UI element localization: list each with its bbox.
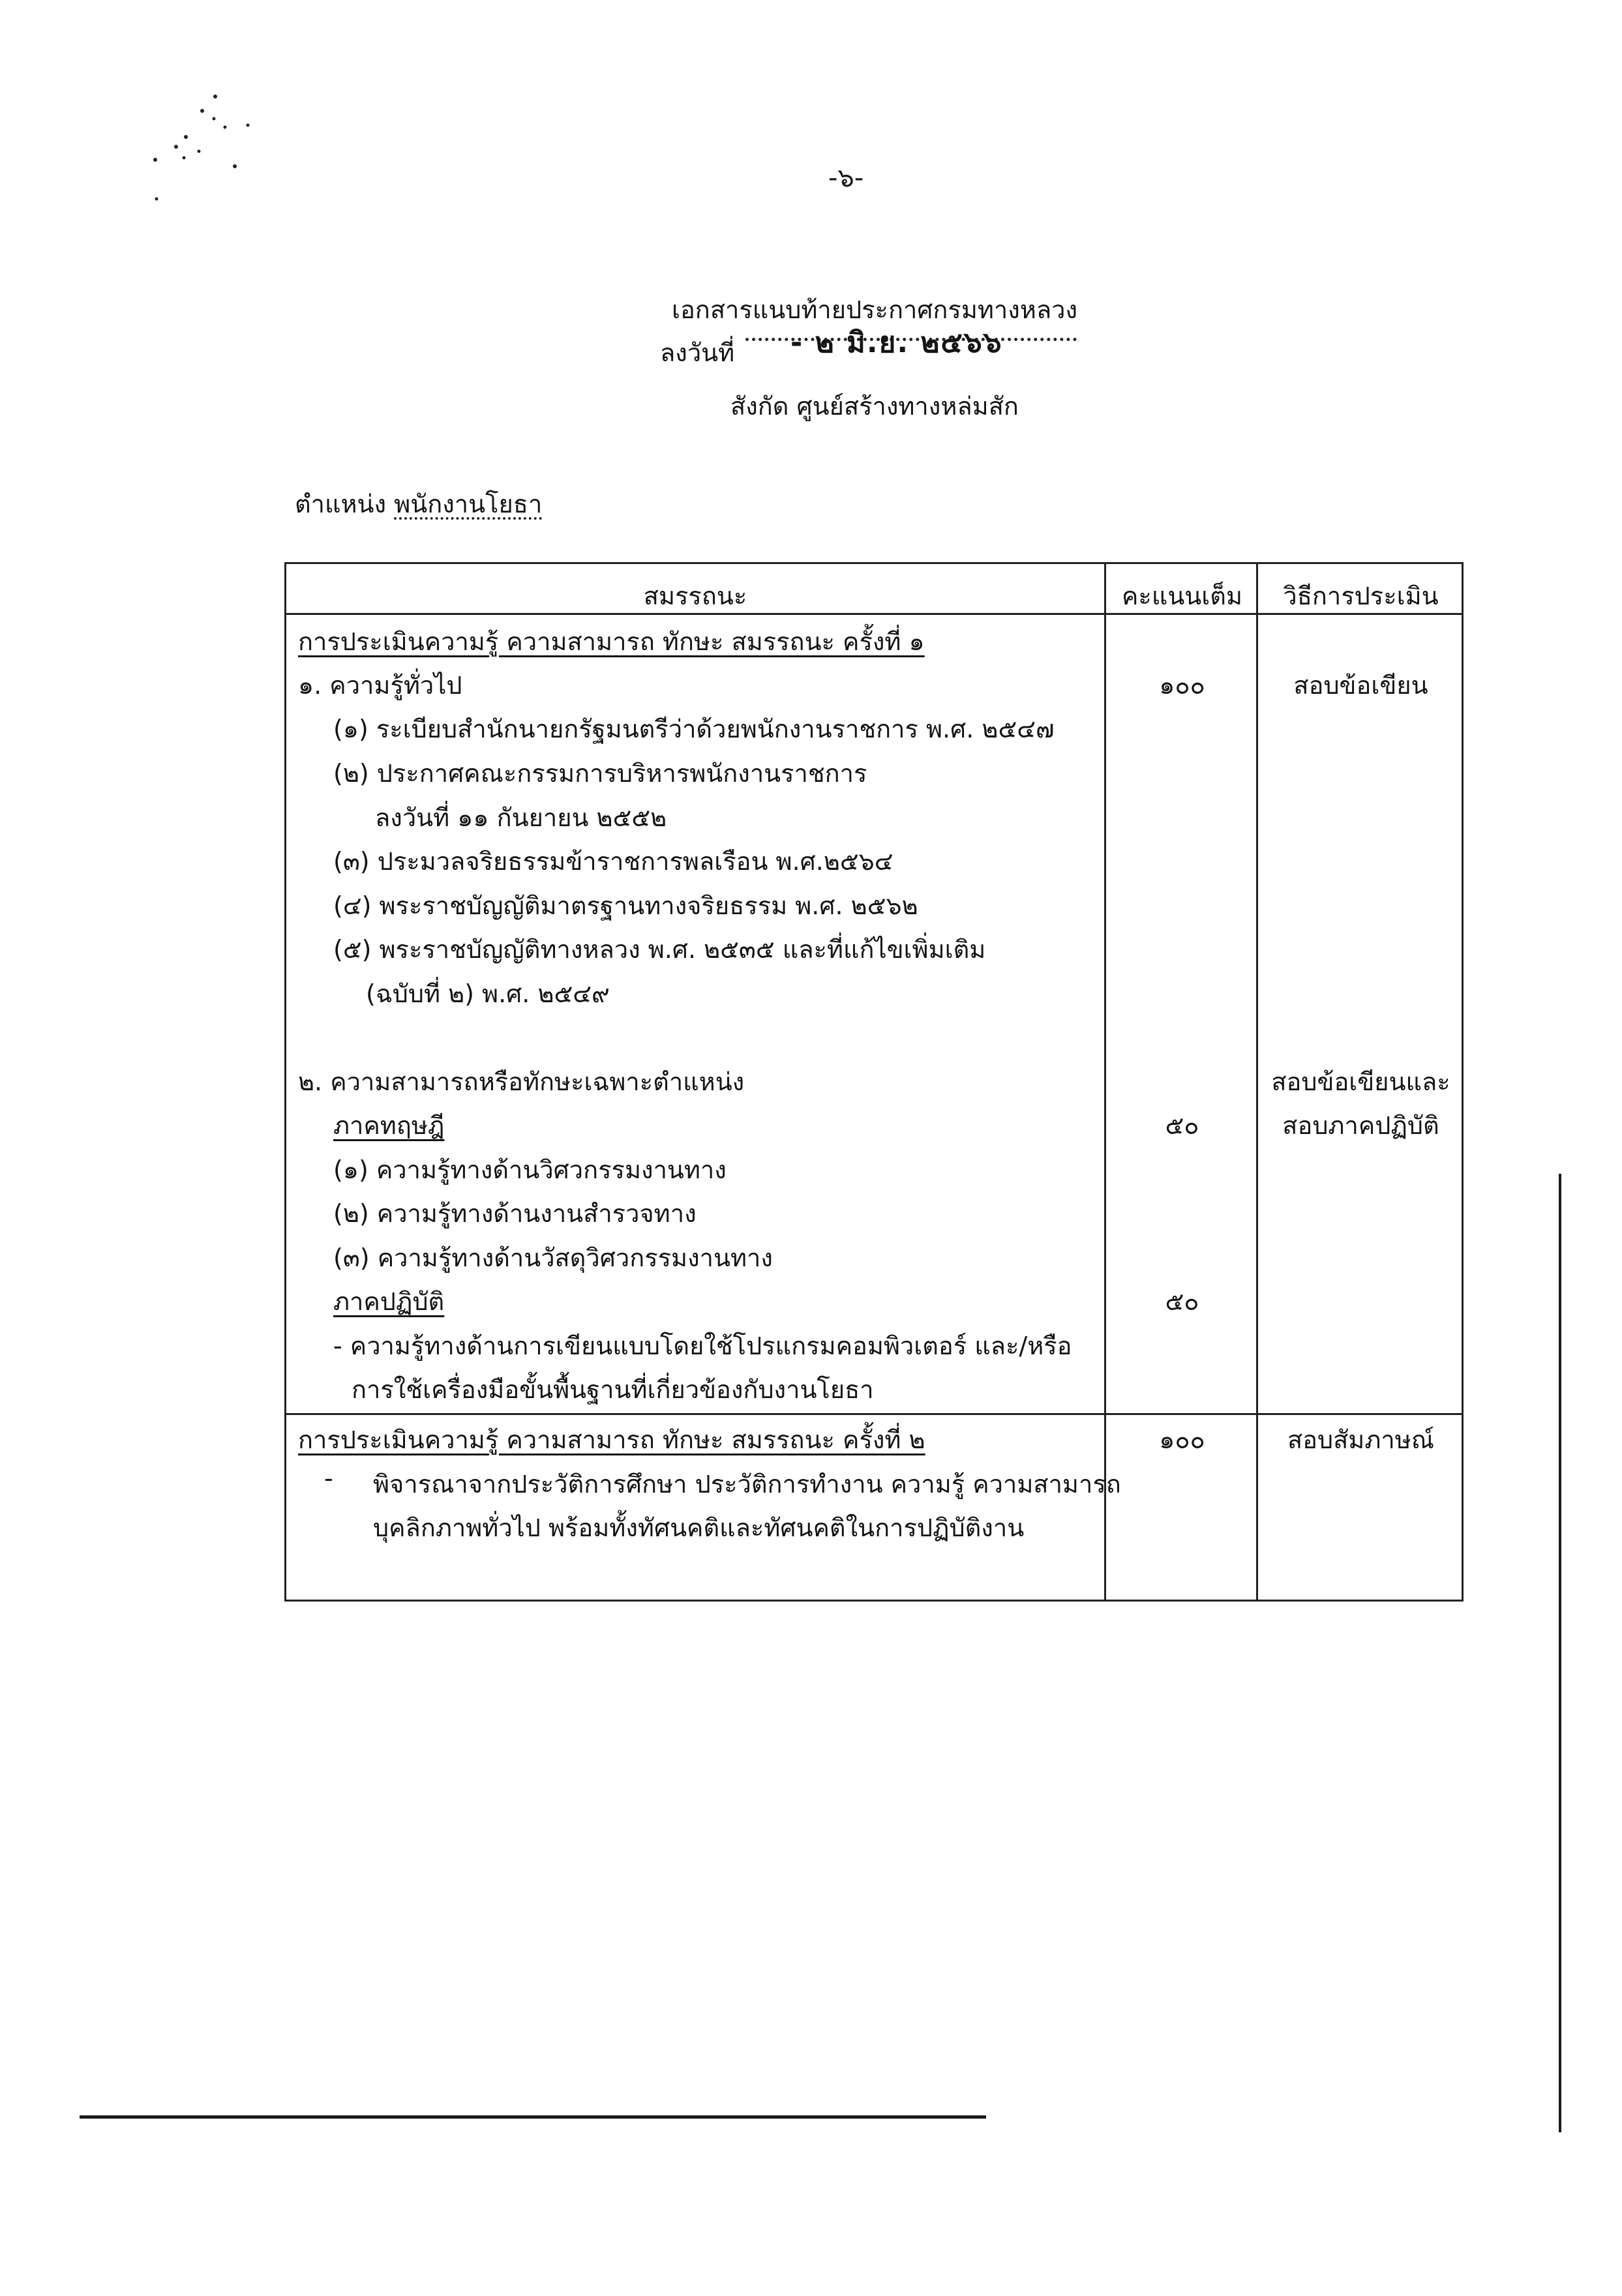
right-edge-rule — [1559, 1174, 1561, 2132]
item1-sub: (ฉบับที่ ๒) พ.ศ. ๒๕๔๙ — [366, 979, 610, 1008]
position-label: ตำแหน่ง — [295, 490, 387, 518]
section-divider — [286, 1413, 1462, 1415]
section2-dash: - — [324, 1464, 333, 1493]
header-date-value: - ๒ มิ.ย. ๒๕๖๖ — [790, 326, 1003, 359]
col-header-full-score: คะแนนเต็ม — [1122, 582, 1242, 610]
theory-score: ๕๐ — [1165, 1111, 1199, 1140]
section2-score: ๑๐๐ — [1159, 1425, 1205, 1454]
section2-title: การประเมินความรู้ ความสามารถ ทักษะ สมรรถนะ ครั้งที่ ๒ — [298, 1425, 925, 1454]
header-title: เอกสารแนบท้ายประกาศกรมทางหลวง — [672, 295, 1078, 324]
practice-score: ๕๐ — [1165, 1287, 1199, 1316]
item1-sub: (๔) พระราชบัญญัติมาตรฐานทางจริยธรรม พ.ศ. ๒๕๖๒ — [333, 891, 918, 920]
position-line — [295, 484, 542, 524]
theory-sub: (๑) ความรู้ทางด้านวิศวกรรมงานทาง — [333, 1155, 727, 1184]
header-affiliation: สังกัด ศูนย์สร้างทางหล่มสัก — [730, 392, 1019, 421]
practice-line2: การใช้เครื่องมือขั้นพื้นฐานที่เกี่ยวข้องกับงานโยธา — [352, 1375, 874, 1404]
item1-sub: (๕) พระราชบัญญัติทางหลวง พ.ศ. ๒๕๓๕ และที่แก้ไขเพิ่มเติม — [333, 935, 986, 964]
section1-title: การประเมินความรู้ ความสามารถ ทักษะ สมรรถนะ ครั้งที่ ๑ — [298, 627, 925, 656]
item1-title: ๑. ความรู้ทั่วไป — [298, 671, 462, 700]
item2-title: ๒. ความสามารถหรือทักษะเฉพาะตำแหน่ง — [298, 1067, 745, 1096]
item2-method-line1: สอบข้อเขียนและ — [1271, 1067, 1450, 1096]
item1-sub: (๒) ประกาศคณะกรรมการบริหารพนักงานราชการ — [333, 759, 867, 788]
theory-sub: (๒) ความรู้ทางด้านงานสำรวจทาง — [333, 1199, 697, 1228]
item2-method-line2: สอบภาคปฏิบัติ — [1282, 1111, 1439, 1140]
col-header-method: วิธีการประเมิน — [1283, 582, 1439, 610]
practice-line1: - ความรู้ทางด้านการเขียนแบบโดยใช้โปรแกรมคอมพิวเตอร์ และ/หรือ — [333, 1332, 1072, 1360]
scan-specks — [137, 91, 280, 209]
header-date-label: ลงวันที่ — [660, 338, 735, 367]
item1-sub: ลงวันที่ ๑๑ กันยายน ๒๕๕๒ — [375, 803, 667, 832]
item1-score: ๑๐๐ — [1159, 671, 1205, 700]
col-header-competency: สมรรถนะ — [643, 582, 747, 610]
section2-method: สอบสัมภาษณ์ — [1287, 1425, 1435, 1454]
bottom-rule — [80, 2115, 986, 2119]
practice-title: ภาคปฏิบัติ — [333, 1287, 445, 1316]
section2-line1: พิจารณาจากประวัติการศึกษา ประวัติการทำงาน ความรู้ ความสามารถ — [373, 1470, 1121, 1498]
competency-table — [284, 562, 1464, 1602]
position-value: พนักงานโยธา — [394, 490, 543, 518]
section2-line2: บุคลิกภาพทั่วไป พร้อมทั้งทัศนคติและทัศนคติในการปฏิบัติงาน — [373, 1513, 1025, 1542]
page-number: -๖- — [828, 163, 864, 193]
theory-sub: (๓) ความรู้ทางด้านวัสดุวิศวกรรมงานทาง — [333, 1244, 773, 1272]
item1-method: สอบข้อเขียน — [1293, 671, 1428, 700]
item1-sub: (๓) ประมวลจริยธรรมข้าราชการพลเรือน พ.ศ.๒๕๖๔ — [333, 847, 894, 876]
theory-title: ภาคทฤษฎี — [333, 1111, 445, 1140]
item1-sub: (๑) ระเบียบสำนักนายกรัฐมนตรีว่าด้วยพนักงานราชการ พ.ศ. ๒๕๔๗ — [333, 715, 1055, 743]
